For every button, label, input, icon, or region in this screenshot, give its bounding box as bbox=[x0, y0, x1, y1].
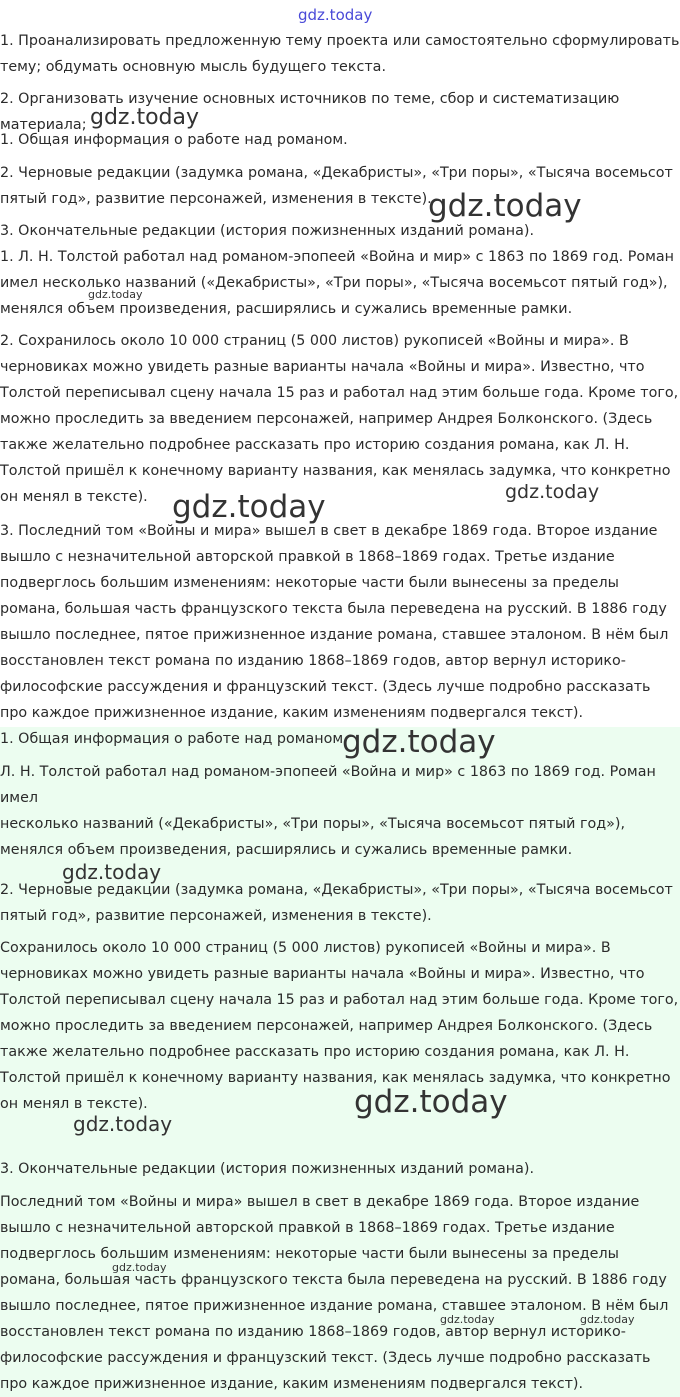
paragraph-10: Л. Н. Толстой работал над романом-эпопеей «Война и мир» с 1863 по 1869 год. Роман имел несколько названий («Декабристы», «Три поры», «Тысяча восемьсот пятый год»), менялся объем произведения, расширялись и сужались временные рамки. bbox=[0, 764, 656, 858]
paragraph-14: Последний том «Войны и мира» вышел в свет в декабре 1869 года. Второе издание вышло с незначительной авторской правкой в 1868–1869 годах. Третье издание подверглось большим изменениям: некоторые части были вынесены за пределы романа, большая часть французского текста была переведена на русский. В 1886 году вышло последнее, пятое прижизненное издание романа, ставшее эталоном. В нём был восстановлен текст романа по изданию 1868–1869 годов, автор вернул историко- философские рассуждения и французский текст. (Здесь лучше подробно рассказать про каждое прижизненное издание, каким изменениям подвергался текст). bbox=[0, 1194, 669, 1392]
paragraph-6: 1. Л. Н. Толстой работал над романом-эпопеей «Война и мир» с 1863 по 1869 год. Роман имел несколько названий («Декабристы», «Три поры», «Тысяча восемьсот пятый год»), менялся объем произведения, расширялись и сужались временные рамки. bbox=[0, 249, 675, 317]
paragraph-1: 1. Проанализировать предложенную тему проекта или самостоятельно сформулировать тему; обдумать основную мысль будущего текста. bbox=[0, 33, 680, 75]
watermark: gdz.today bbox=[112, 1261, 167, 1274]
paragraph-2: 2. Организовать изучение основных источников по теме, сбор и систематизацию материала; bbox=[0, 91, 620, 133]
paragraph-13: 3. Окончательные редакции (история пожизненных изданий романа). bbox=[0, 1161, 534, 1177]
paragraph-9: 1. Общая информация о работе над романом. bbox=[0, 731, 348, 747]
paragraph-12: Сохранилось около 10 000 страниц (5 000 листов) рукописей «Войны и мира». В черновиках можно увидеть разные варианты начала «Войны и мира». Известно, что Толстой переписывал сцену начала 15 раз и работал над этим больше года. Кроме того, можно проследить за введением персонажей, например Андрея Болконского. (Здесь также желательно подробнее рассказать про историю создания романа, как Л. Н. Толстой пришёл к конечному варианту названия, как менялась задумка, что конкретно он менял в тексте). bbox=[0, 940, 679, 1112]
watermark: gdz.today bbox=[580, 1313, 635, 1326]
watermark: gdz.today bbox=[62, 860, 162, 884]
watermark: gdz.today bbox=[73, 1112, 173, 1136]
paragraph-7: 2. Сохранилось около 10 000 страниц (5 000 листов) рукописей «Войны и мира». В черновиках можно увидеть разные варианты начала «Войны и мира». Известно, что Толстой переписывал сцену начала 15 раз и работал над этим больше года. Кроме того, можно проследить за введением персонажей, например Андрея Болконского. (Здесь также желательно подробнее рассказать про историю создания романа, как Л. Н. Толстой пришёл к конечному варианту названия, как менялась задумка, что конкретно он менял в тексте). bbox=[0, 333, 679, 505]
watermark-top: gdz.today bbox=[298, 6, 373, 24]
watermark: gdz.today bbox=[172, 489, 326, 525]
paragraph-11: 2. Черновые редакции (задумка романа, «Декабристы», «Три поры», «Тысяча восемьсот пятый год», развитие персонажей, изменения в тексте). bbox=[0, 882, 673, 924]
watermark: gdz.today bbox=[90, 105, 200, 130]
watermark: gdz.today bbox=[88, 288, 143, 301]
paragraph-5: 3. Окончательные редакции (история пожизненных изданий романа). bbox=[0, 223, 534, 239]
watermark: gdz.today bbox=[428, 188, 582, 224]
watermark: gdz.today bbox=[354, 1084, 508, 1120]
paragraph-3: 1. Общая информация о работе над романом. bbox=[0, 132, 348, 148]
watermark: gdz.today bbox=[440, 1313, 495, 1326]
paragraph-8: 3. Последний том «Войны и мира» вышел в свет в декабре 1869 года. Второе издание вышло с незначительной авторской правкой в 1868–1869 годах. Третье издание подверглось большим изменениям: некоторые части были вынесены за пределы романа, большая часть французского текста была переведена на русский. В 1886 году вышло последнее, пятое прижизненное издание романа, ставшее эталоном. В нём был восстановлен текст романа по изданию 1868–1869 годов, автор вернул историко- философские рассуждения и французский текст. (Здесь лучше подробно рассказать про каждое прижизненное издание, каким изменениям подвергался текст). bbox=[0, 523, 669, 721]
watermark: gdz.today bbox=[342, 724, 496, 760]
watermark: gdz.today bbox=[505, 481, 600, 503]
paragraph-4: 2. Черновые редакции (задумка романа, «Декабристы», «Три поры», «Тысяча восемьсот пятый год», развитие персонажей, изменения в тексте). bbox=[0, 165, 673, 207]
